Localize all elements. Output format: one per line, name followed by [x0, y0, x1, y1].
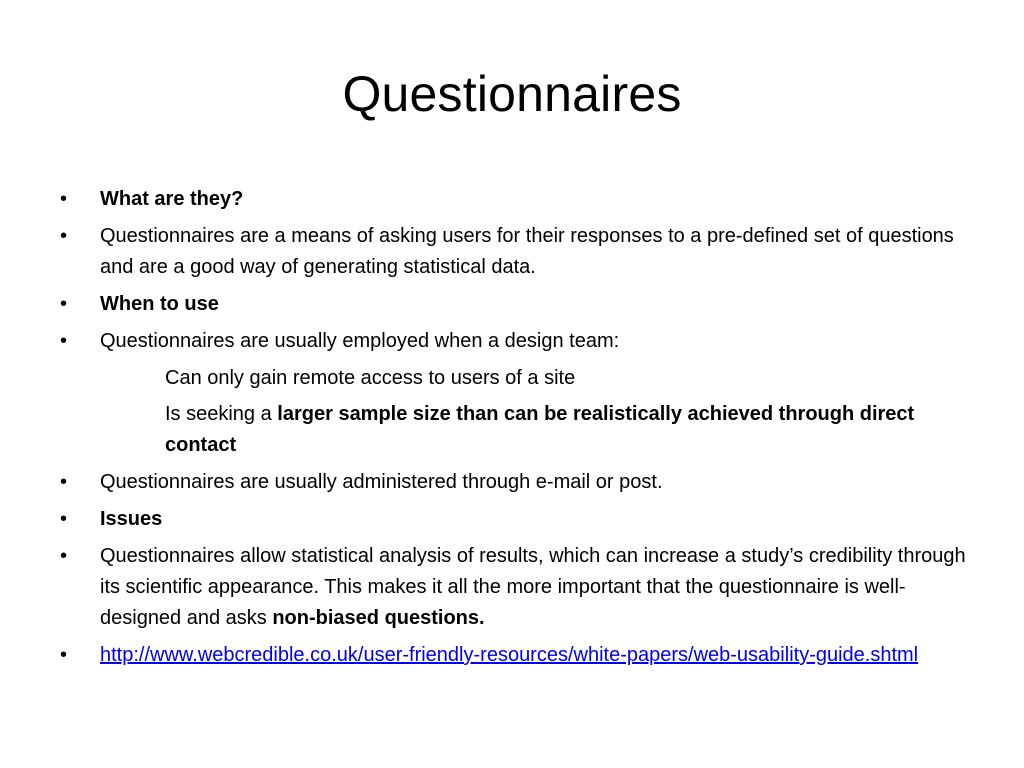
bullet-item-reference-link [60, 640, 980, 671]
heading-when-to-use: When to use [100, 293, 219, 315]
bullet-icon: • [60, 188, 68, 210]
bullet-item-employed-when [60, 326, 980, 357]
bullet-item-when-to-use [60, 289, 980, 320]
bullet-icon: • [60, 508, 68, 530]
bullet-icon: • [60, 225, 68, 247]
employed-when-text: Questionnaires are usually employed when a design team: [100, 330, 620, 352]
non-biased-questions-bold: non-biased questions. [272, 607, 485, 629]
sub-item-larger-sample [60, 399, 980, 461]
definition-text: Questionnaires are a means of asking users for their responses to a pre-defined set of questions and are a good way of generating statistical data. [100, 225, 954, 278]
remote-access-text: Can only gain remote access to users of a site [165, 367, 576, 389]
heading-issues: Issues [100, 508, 163, 530]
webcredible-link[interactable]: http://www.webcredible.co.uk/user-friendly-resources/white-papers/web-usability-guide.shtml [100, 644, 919, 666]
bullet-item-what-are-they [60, 184, 980, 215]
bullet-icon: • [60, 644, 68, 666]
bullet-icon: • [60, 330, 68, 352]
slide-body [60, 184, 980, 677]
sub-item-remote-access [60, 363, 980, 394]
larger-sample-prefix: Is seeking a [165, 403, 278, 425]
bullet-item-definition [60, 221, 980, 283]
administered-text: Questionnaires are usually administered through e-mail or post. [100, 471, 663, 493]
slide-title: Questionnaires [342, 66, 682, 122]
heading-what-are-they: What are they? [100, 188, 244, 210]
statistical-analysis-prefix: Questionnaires allow statistical analysis of results, which can increase a study’s credibility through its scientific appearance. This makes it all the more important that the questionnaire is well-designed and asks [100, 545, 966, 629]
bullet-icon: • [60, 545, 68, 567]
bullet-item-issues [60, 504, 980, 535]
bullet-icon: • [60, 471, 68, 493]
bullet-item-administered [60, 467, 980, 498]
larger-sample-bold: larger sample size than can be realistically achieved through direct contact [165, 403, 915, 456]
bullet-icon: • [60, 293, 68, 315]
bullet-item-statistical-analysis [60, 541, 980, 634]
